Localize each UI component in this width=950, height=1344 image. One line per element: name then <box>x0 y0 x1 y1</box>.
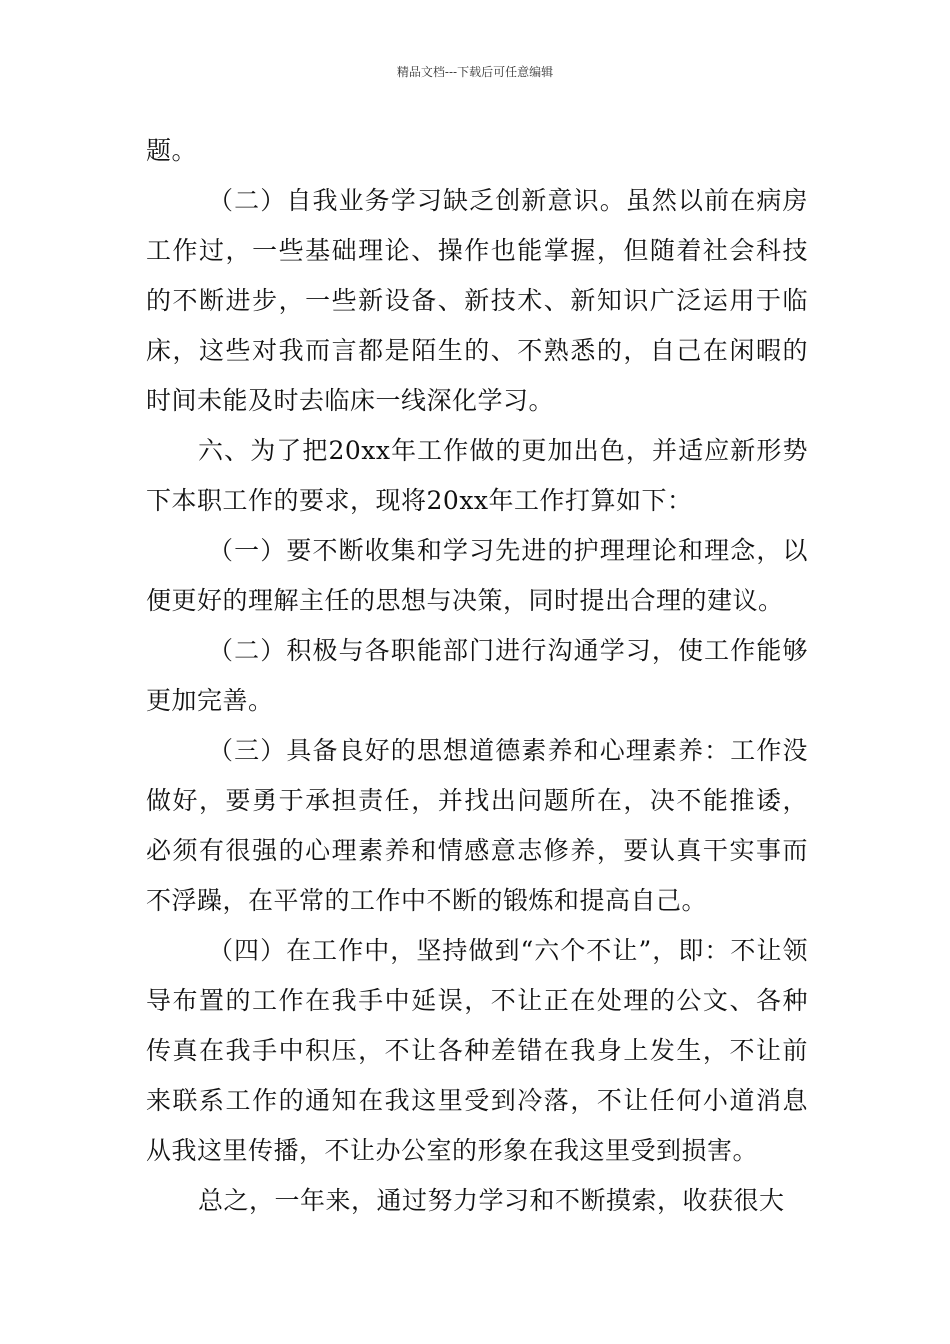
document-body <box>146 126 808 1226</box>
paragraph-item-2: （二）自我业务学习缺乏创新意识。虽然以前在病房工作过，一些基础理论、操作也能掌握，但随着社会科技的不断进步，一些新设备、新技术、新知识广泛运用于临床，这些对我而言都是陌生的、不熟悉的，自己在闲暇的时间未能及时去临床一线深化学习。 <box>146 186 808 415</box>
paragraph-plan-4: （四）在工作中，坚持做到“六个不让”，即：不让领导布置的工作在我手中延误，不让正在处理的公文、各种传真在我手中积压，不让各种差错在我身上发生，不让前来联系工作的通知在我这里受到冷落，不让任何小道消息从我这里传播，不让办公室的形象在我这里受到损害。 <box>146 936 808 1165</box>
paragraph-section-6: 六、为了把20xx年工作做的更加出色，并适应新形势下本职工作的要求，现将20xx年工作打算如下： <box>146 436 808 515</box>
paragraph-plan-1: （一）要不断收集和学习先进的护理理论和理念，以便更好的理解主任的思想与决策，同时提出合理的建议。 <box>146 536 808 615</box>
page-header: 精品文档---下载后可任意编辑 <box>396 65 554 79</box>
paragraph-summary: 总之，一年来，通过努力学习和不断摸索，收获很大 <box>198 1186 785 1215</box>
paragraph-plan-2: （二）积极与各职能部门进行沟通学习，使工作能够更加完善。 <box>146 636 808 715</box>
paragraph-continuation: 题。 <box>146 136 198 165</box>
paragraph-plan-3: （三）具备良好的思想道德素养和心理素养：工作没做好，要勇于承担责任，并找出问题所在，决不能推诿，必须有很强的心理素养和情感意志修养，要认真干实事而不浮躁，在平常的工作中不断的锻炼和提高自己。 <box>146 736 808 915</box>
